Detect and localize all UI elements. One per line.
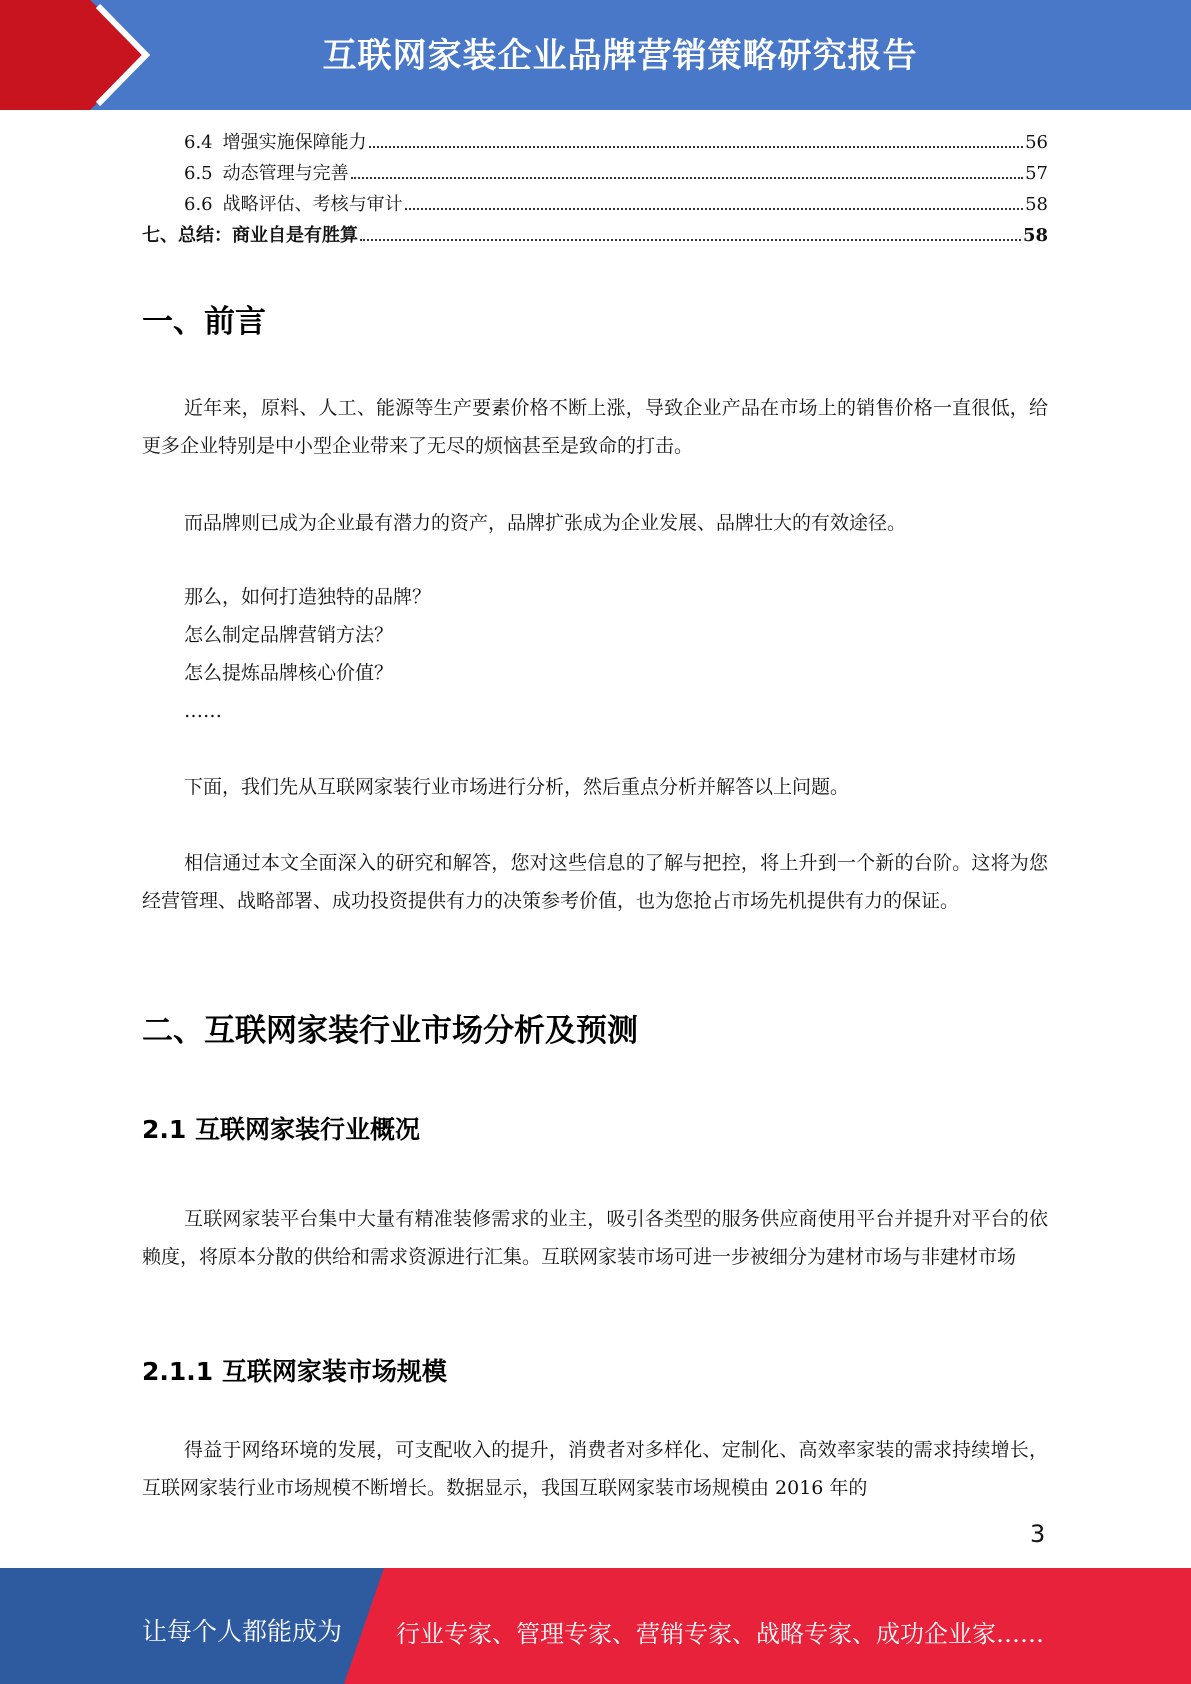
market-size-paragraph: 得益于网络环境的发展，可支配收入的提升，消费者对多样化、定制化、高效率家装的需求持续增长，互联网家装行业市场规模不断增长。数据显示，我国互联网家装市场规模由 2016 年的: [142, 1439, 1048, 1499]
toc-entry-6-4[interactable]: [142, 128, 1048, 159]
page-footer: [0, 1568, 1191, 1684]
preface-paragraph-4: 相信通过本文全面深入的研究和解答，您对这些信息的了解与把控，将上升到一个新的台阶。这将为您经营管理、战略部署、成功投资提供有力的决策参考价值，也为您抢占市场先机提供有力的保证。: [142, 852, 1048, 912]
toc-number: 6.4: [184, 132, 213, 153]
toc-page: 57: [1025, 163, 1048, 184]
question-2: 怎么制定品牌营销方法？: [184, 624, 394, 646]
toc-leader: [369, 146, 1023, 148]
preface-paragraph-1: 近年来，原料、人工、能源等生产要素价格不断上涨，导致企业产品在市场上的销售价格一直很低，给更多企业特别是中小型企业带来了无尽的烦恼甚至是致命的打击。: [142, 397, 1048, 457]
toc-entry-7[interactable]: [142, 221, 1048, 252]
subsection-heading-2-1-1: 2.1.1 互联网家装市场规模: [142, 1357, 447, 1386]
toc-leader: [351, 177, 1023, 179]
section-heading-market-analysis: 二、互联网家装行业市场分析及预测: [142, 1013, 638, 1049]
toc-label: 动态管理与完善: [222, 163, 349, 184]
toc-label: 战略评估、考核与审计: [222, 194, 403, 215]
toc-number: 6.6: [184, 194, 213, 215]
toc-leader: [405, 208, 1023, 210]
preface-paragraph-3: 下面，我们先从互联网家装行业市场进行分析，然后重点分析并解答以上问题。: [184, 776, 850, 798]
subsection-heading-2-1: 2.1 互联网家装行业概况: [142, 1115, 420, 1144]
footer-slogan-left: 让每个人都能成为: [142, 1617, 343, 1646]
toc-page: 56: [1025, 132, 1048, 153]
industry-overview-paragraph: 互联网家装平台集中大量有精准装修需求的业主，吸引各类型的服务供应商使用平台并提升对平台的依赖度，将原本分散的供给和需求资源进行汇集。互联网家装市场可进一步被细分为建材市场与非建材市场: [142, 1208, 1048, 1268]
toc-entry-6-5[interactable]: [142, 159, 1048, 190]
preface-paragraph-2: 而品牌则已成为企业最有潜力的资产，品牌扩张成为企业发展、品牌壮大的有效途径。: [184, 512, 907, 534]
toc-label: 增强实施保障能力: [222, 132, 367, 153]
toc-page: 58: [1025, 194, 1048, 215]
toc-number: 6.5: [184, 163, 213, 184]
header-red-chevron: [0, 0, 150, 110]
page-number: 3: [1030, 1520, 1046, 1548]
section-heading-preface: 一、前言: [142, 304, 266, 340]
toc-label: 七、总结：商业自是有胜算: [142, 225, 358, 246]
question-1: 那么，如何打造独特的品牌？: [184, 586, 432, 608]
question-3: 怎么提炼品牌核心价值？: [184, 662, 394, 684]
toc-entry-6-6[interactable]: [142, 190, 1048, 221]
table-of-contents: [142, 128, 1048, 252]
page-header: [0, 0, 1191, 110]
footer-slogan-right: 行业专家、管理专家、营销专家、战略专家、成功企业家……: [396, 1620, 1044, 1648]
ellipsis: ……: [184, 700, 222, 722]
toc-page: 58: [1022, 225, 1048, 246]
toc-leader: [360, 239, 1021, 241]
report-title: 互联网家装企业品牌营销策略研究报告: [322, 36, 918, 76]
